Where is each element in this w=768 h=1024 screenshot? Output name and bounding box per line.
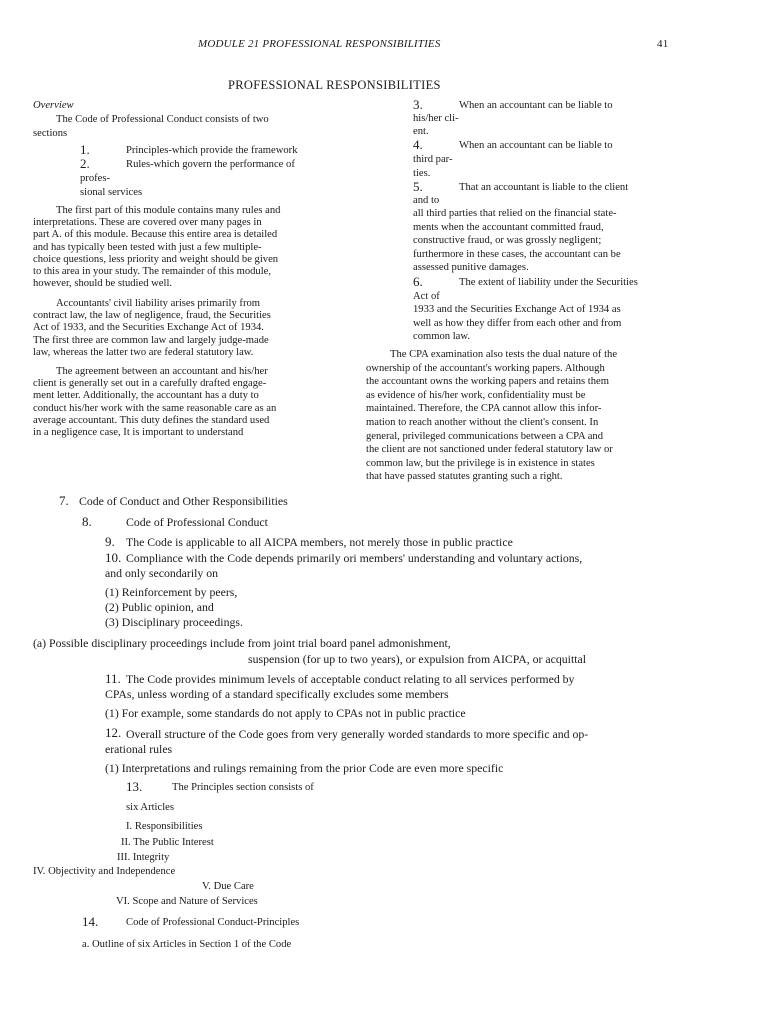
text-line: general, privileged communications between a CPA and	[366, 430, 604, 442]
article-item: III. Integrity	[117, 852, 170, 863]
outline-number: 7.	[59, 493, 69, 508]
text-line: to this area in your study. The remainder of this module,	[33, 266, 272, 278]
text-line: in a negligence case, It is important to understand	[33, 427, 244, 439]
outline-text: erational rules	[105, 742, 173, 756]
paragraph-agreement	[33, 366, 333, 439]
outline-number: 12.	[105, 725, 122, 740]
text-line: however, should be studied well.	[33, 278, 173, 290]
list-number: 5.	[413, 179, 423, 194]
paragraph-cpa-exam	[366, 348, 666, 484]
text-line: conduct his/her work with the same reasonable care as an	[33, 402, 277, 414]
text-line: contract law, the law of negligence, fraud, the Securities	[33, 310, 271, 322]
article-item: IV. Objectivity and Independence	[33, 866, 176, 877]
outline-text: Overall structure of the Code goes from very generally worded standards to more specific and op-	[126, 727, 589, 741]
outline-subitem: (2) Public opinion, and	[105, 600, 214, 614]
text-line: The first part of this module contains many rules and	[56, 205, 281, 216]
list-number: 2.	[80, 156, 90, 171]
text-line: The first three are common law and largely judge-made	[33, 334, 269, 346]
outline-text: Code of Professional Conduct-Principles	[126, 917, 300, 928]
text-line: ownership of the accountant's working papers. Although	[366, 362, 605, 374]
outline-text: six Articles	[126, 802, 174, 813]
text-line: ments when the accountant committed fraud,	[413, 221, 604, 233]
text-line: interpretations. These are covered over many pages in	[33, 217, 262, 229]
text-line: Accountants' civil liability arises primarily from	[56, 298, 261, 309]
list-number: 6.	[413, 274, 423, 289]
outline-number: 14.	[82, 914, 99, 929]
paragraph-first-part	[33, 205, 333, 290]
section-title: PROFESSIONAL RESPONSIBILITIES	[228, 78, 441, 92]
intro-line: The Code of Professional Conduct consists of two	[56, 114, 269, 125]
text-line: well as how they differ from each other and from	[413, 317, 622, 329]
text-line: mation to reach another without the client's consent. In	[366, 416, 599, 428]
list-number: 3.	[413, 97, 423, 112]
article-item: I. Responsibilities	[126, 821, 203, 832]
outline-number: 11.	[105, 671, 121, 686]
outline-number: 8.	[82, 514, 92, 529]
list-item-text: sional services	[80, 187, 143, 198]
list-item-text: ent.	[413, 126, 429, 137]
outline-subitem: (a) Possible disciplinary proceedings include from joint trial board panel admonishment,	[33, 636, 451, 650]
list-item-text: his/her cli-	[413, 113, 459, 124]
outline-subitem: (1) Interpretations and rulings remaining from the prior Code are even more specific	[105, 761, 504, 775]
text-line: common law.	[413, 331, 470, 343]
text-line: part A. of this module. Because this entire area is detailed	[33, 229, 278, 241]
text-line: ment letter. Additionally, the accountant has a duty to	[33, 390, 259, 402]
list-item-text: Rules-which govern the performance of	[126, 159, 295, 170]
text-line: law, whereas the latter two are federal statutory law.	[33, 346, 254, 358]
list-item-text: When an accountant can be liable to	[459, 100, 613, 111]
text-line: common law, but the privilege is in existence in states	[366, 457, 595, 469]
list-number: 1.	[80, 142, 90, 157]
text-line: The agreement between an accountant and his/her	[56, 366, 268, 377]
outline-text: and only secondarily on	[105, 566, 219, 580]
list-item-text: third par-	[413, 154, 453, 165]
text-line: 1933 and the Securities Exchange Act of 1934 as	[413, 304, 621, 315]
outline-text: Code of Conduct and Other Responsibilities	[79, 494, 288, 508]
running-header: MODULE 21 PROFESSIONAL RESPONSIBILITIES	[198, 38, 441, 50]
outline-text: Code of Professional Conduct	[126, 515, 268, 529]
list-item-text: When an accountant can be liable to	[459, 140, 613, 151]
outline-subitem: a. Outline of six Articles in Section 1 of the Code	[82, 939, 292, 950]
text-line: all third parties that relied on the financial state-	[413, 208, 617, 219]
paragraph-civil-liability	[33, 298, 333, 359]
text-line: as evidence of his/her work, confidentiality must be	[366, 389, 586, 401]
outline-subitem: (1) Reinforcement by peers,	[105, 585, 238, 599]
outline-number: 13.	[126, 779, 143, 794]
text-line: constructive fraud, or was grossly negligent;	[413, 235, 602, 247]
article-item: II. The Public Interest	[121, 837, 214, 848]
list-number: 4.	[413, 137, 423, 152]
text-line: the accountant owns the working papers and retains them	[366, 376, 609, 388]
article-item: V. Due Care	[202, 881, 254, 892]
text-line: average accountant. This duty defines the standard used	[33, 414, 270, 426]
list-item-text: That an accountant is liable to the client	[459, 182, 629, 193]
overview-heading: Overview	[33, 100, 74, 111]
page-number: 41	[657, 38, 669, 50]
outline-text: CPAs, unless wording of a standard specifically excludes some members	[105, 687, 449, 701]
text-line: The CPA examination also tests the dual nature of the	[390, 349, 618, 360]
outline-subitem: (1) For example, some standards do not apply to CPAs not in public practice	[105, 706, 466, 720]
list-item-text: ties.	[413, 168, 431, 179]
list-item-text: Principles-which provide the framework	[126, 145, 298, 156]
list-item-text: The extent of liability under the Securities	[459, 277, 638, 288]
text-line: choice questions, less priority and weight should be given	[33, 253, 279, 265]
list-item-text: and to	[413, 195, 440, 206]
outline-text: Compliance with the Code depends primarily ori members' understanding and voluntary actions,	[126, 551, 583, 565]
text-line: furthermore in these cases, the accountant can be	[413, 248, 621, 260]
text-line: the client are not sanctioned under federal statutory law or	[366, 444, 613, 456]
text-line: that have passed statutes granting such a right.	[366, 471, 563, 483]
text-line: maintained. Therefore, the CPA cannot allow this infor-	[366, 403, 602, 415]
outline-text: The Code provides minimum levels of acceptable conduct relating to all services performed by	[126, 672, 575, 686]
text-line: assessed punitive damages.	[413, 262, 529, 274]
outline-subitem: suspension (for up to two years), or expulsion from AICPA, or acquittal	[248, 652, 587, 666]
text-line: and has typically been tested with just a few multiple-	[33, 241, 262, 253]
outline-number: 10.	[105, 550, 122, 565]
outline-subitem: (3) Disciplinary proceedings.	[105, 615, 243, 629]
outline-number: 9.	[105, 534, 115, 549]
article-item: VI. Scope and Nature of Services	[116, 896, 258, 907]
list-item-text: profes-	[80, 173, 111, 184]
intro-line: sections	[33, 128, 68, 139]
item6-continuation	[413, 303, 673, 344]
text-line: client is generally set out in a carefully drafted engage-	[33, 378, 267, 390]
item5-continuation	[413, 207, 673, 275]
list-item-text: Act of	[413, 291, 440, 302]
outline-text: The Principles section consists of	[172, 782, 314, 793]
outline-text: The Code is applicable to all AICPA members, not merely those in public practice	[126, 535, 513, 549]
text-line: Act of 1933, and the Securities Exchange Act of 1934.	[33, 322, 264, 334]
